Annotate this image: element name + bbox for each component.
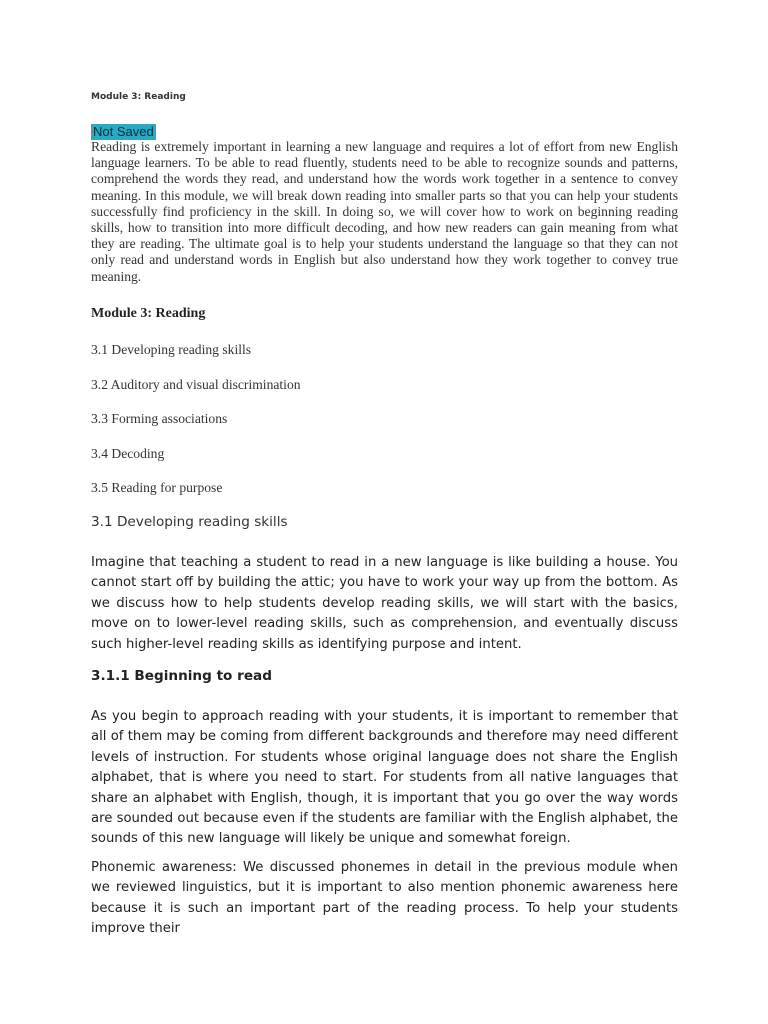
body-paragraph: Imagine that teaching a student to read in a new language is like building a house. You cannot start off by building the attic; you have to work your way up from the bottom. As we discuss how to help students develop reading skills, we will start with the basics, move on to lower-level reading skills, such as comprehension, and eventually discuss such higher-level reading skills as identifying purpose and intent. [91, 555, 678, 652]
table-of-contents [91, 340, 301, 513]
intro-paragraph: Reading is extremely important in learning a new language and requires a lot of effort from new English language learners. To be able to read fluently, students need to be able to recognize sounds and patterns, comprehend the words they read, and understand how the words work together in a sentence to convey meaning. In this module, we will break down reading into smaller parts so that you can help your students successfully find proficiency in the skill. In doing so, we will cover how to work on beginning reading skills, how to transition into more difficult decoding, and how new readers can gain meaning from what they are reading. The ultimate goal is to help your students understand the language so that they can not only read and understand words in English but also understand how they work together to convey true meaning. [91, 139, 678, 284]
toc-item: 3.3 Forming associations [91, 411, 228, 426]
section-title: 3.1 Developing reading skills [91, 514, 288, 530]
not-saved-badge: Not Saved [93, 124, 154, 139]
toc-item: 3.5 Reading for purpose [91, 480, 223, 495]
toc-item: 3.1 Developing reading skills [91, 342, 252, 357]
document-running-header: Module 3: Reading [91, 92, 186, 102]
body-paragraph: Phonemic awareness: We discussed phonemes in detail in the previous module when we reviewed linguistics, but it is important to also mention phonemic awareness here because it is such an important part of the reading process. To help your students improve their [91, 860, 678, 937]
toc-item: 3.2 Auditory and visual discrimination [91, 376, 301, 392]
module-heading: Module 3: Reading [91, 306, 206, 321]
toc-item: 3.4 Decoding [91, 445, 165, 461]
body-paragraph: As you begin to approach reading with your students, it is important to remember that all of them may be coming from different backgrounds and therefore may need different levels of instruction. For students whose original language does not share the English alphabet, that is where you need to start. For students from all native languages that share an alphabet with English, though, it is important that you go over the way words are sounded out because even if the students are familiar with the English alphabet, the sounds of this new language will likely be unique and somewhat foreign. [91, 709, 678, 847]
subsection-heading: 3.1.1 Beginning to read [91, 668, 272, 684]
